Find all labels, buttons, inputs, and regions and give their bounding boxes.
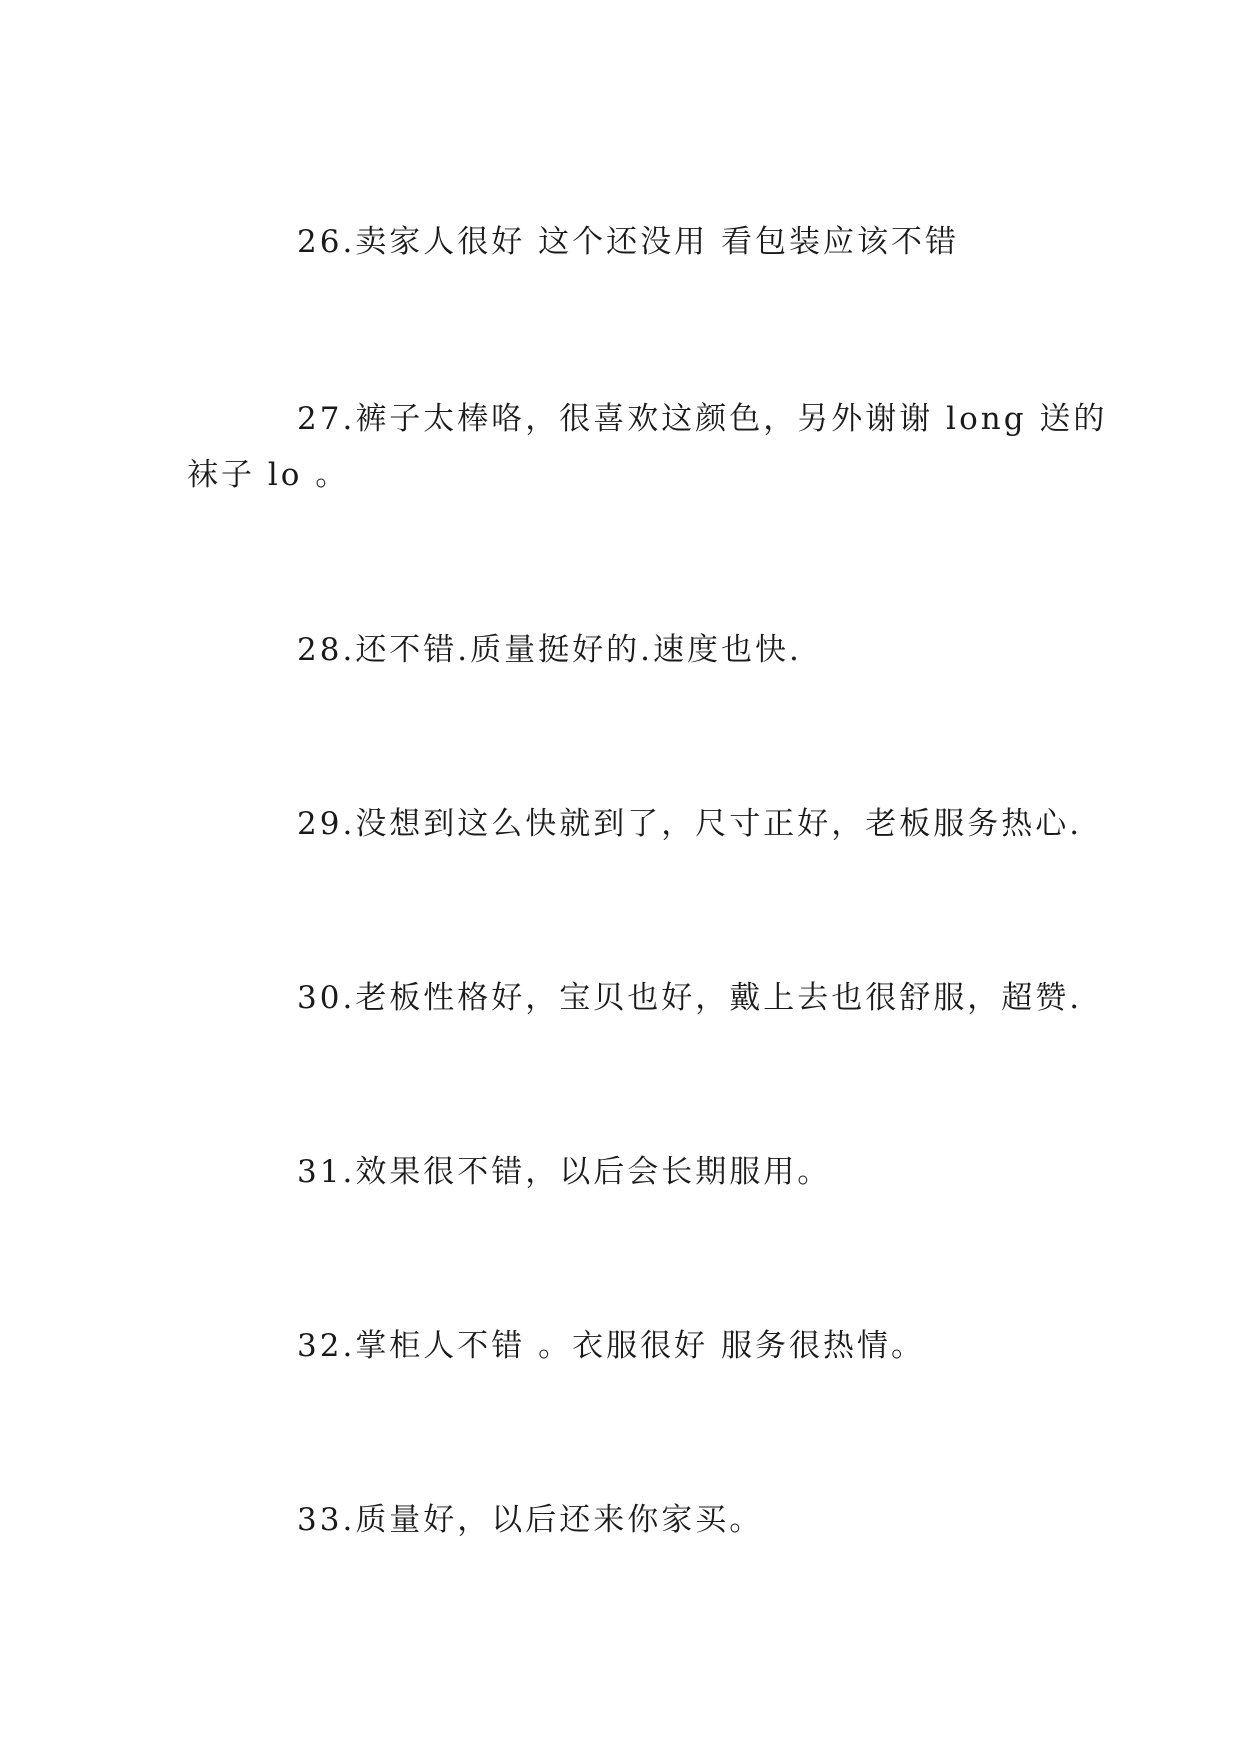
entry-number: 30. — [297, 980, 356, 1016]
entry-31 — [297, 1152, 831, 1192]
entry-33 — [297, 1500, 763, 1540]
entry-text: 还不错.质量挺好的.速度也快. — [355, 632, 802, 668]
entry-text: 掌柜人不错 。衣服很好 服务很热情。 — [355, 1328, 926, 1364]
entry-number: 31. — [297, 1154, 356, 1190]
entry-number: 27. — [297, 401, 356, 437]
entry-text: 裤子太棒咯，很喜欢这颜色，另外谢谢 long 送的 — [355, 401, 1108, 437]
entry-29 — [297, 804, 1082, 844]
entry-32 — [297, 1326, 925, 1366]
entry-number: 26. — [297, 224, 356, 260]
entry-28 — [297, 630, 802, 670]
entry-text: 卖家人很好 这个还没用 看包装应该不错 — [355, 224, 960, 260]
entry-text: 质量好，以后还来你家买。 — [355, 1502, 764, 1538]
entry-27 — [297, 399, 1107, 439]
entry-text: 没想到这么快就到了，尺寸正好，老板服务热心. — [355, 806, 1083, 842]
entry-27-continuation — [187, 455, 349, 495]
entry-30 — [297, 978, 1082, 1018]
entry-26 — [297, 222, 959, 262]
entry-text: 老板性格好，宝贝也好，戴上去也很舒服，超赞. — [355, 980, 1083, 1016]
entry-number: 33. — [297, 1502, 356, 1538]
entry-number: 29. — [297, 806, 356, 842]
entry-text: 效果很不错，以后会长期服用。 — [355, 1154, 832, 1190]
entry-number: 32. — [297, 1328, 356, 1364]
entry-text: 袜子 lo 。 — [187, 457, 350, 493]
entry-number: 28. — [297, 632, 356, 668]
